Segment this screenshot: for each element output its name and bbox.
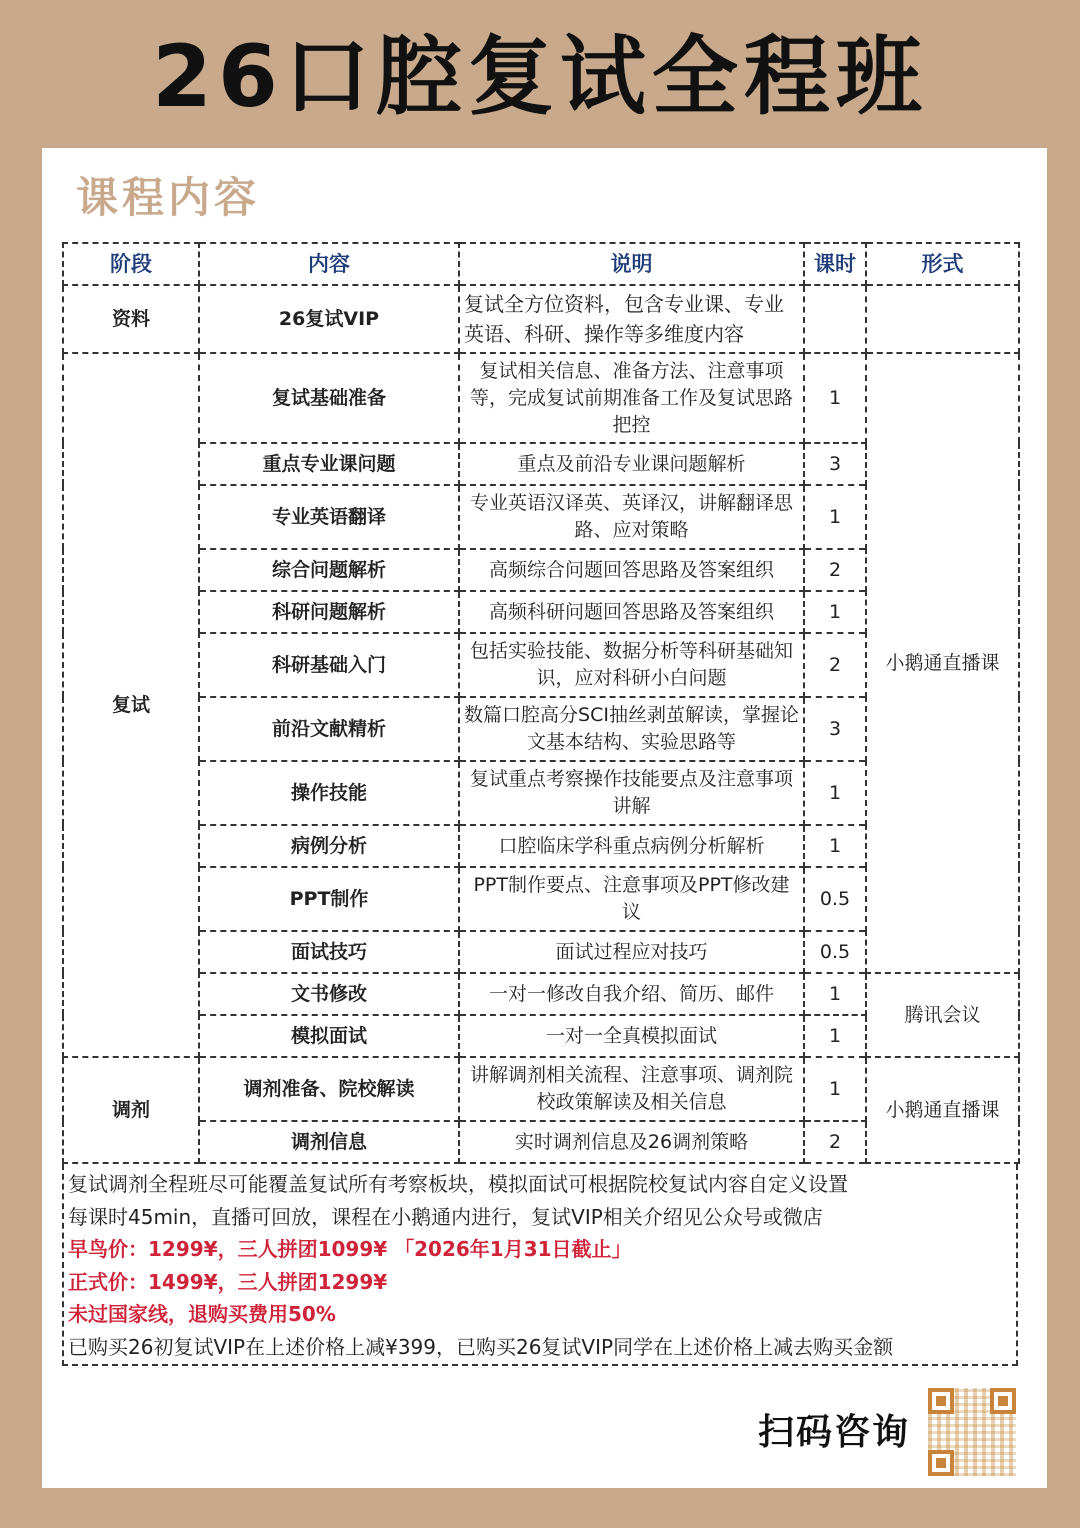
stage-cell: 调剂	[63, 1057, 199, 1163]
header-form: 形式	[866, 243, 1019, 285]
content-cell: 文书修改	[199, 973, 459, 1015]
course-table	[62, 242, 1020, 1164]
header-hours: 课时	[804, 243, 866, 285]
table-header-row	[63, 243, 1019, 285]
hours-cell: 3	[804, 697, 866, 761]
scan-consult-label: 扫码咨询	[758, 1412, 911, 1453]
content-cell: 操作技能	[199, 761, 459, 825]
content-cell: 前沿文献精析	[199, 697, 459, 761]
desc-cell: 高频综合问题回答思路及答案组织	[459, 549, 804, 591]
hours-cell: 3	[804, 443, 866, 485]
notes-box	[62, 1164, 1018, 1366]
hours-cell: 1	[804, 591, 866, 633]
content-cell: 面试技巧	[199, 931, 459, 973]
content-cell: 病例分析	[199, 825, 459, 867]
desc-cell: 口腔临床学科重点病例分析解析	[459, 825, 804, 867]
form-cell: 小鹅通直播课	[866, 1057, 1019, 1163]
table-row	[63, 1057, 1019, 1121]
note-early-price: 早鸟价：1299¥，三人拼团1099¥ 「2026年1月31日截止」	[68, 1237, 632, 1261]
note-coverage: 复试调剂全程班尽可能覆盖复试所有考察板块，模拟面试可根据院校复试内容自定义设置	[68, 1172, 848, 1196]
section-title: 课程内容	[76, 173, 261, 222]
desc-cell: 复试相关信息、准备方法、注意事项等，完成复试前期准备工作及复试思路把控	[459, 353, 804, 443]
content-cell: 重点专业课问题	[199, 443, 459, 485]
hours-cell	[804, 285, 866, 353]
form-cell	[866, 285, 1019, 353]
hours-cell: 2	[804, 633, 866, 697]
content-cell: PPT制作	[199, 867, 459, 931]
hours-cell: 1	[804, 1015, 866, 1057]
hours-cell: 1	[804, 761, 866, 825]
desc-cell: 一对一全真模拟面试	[459, 1015, 804, 1057]
content-cell: 调剂准备、院校解读	[199, 1057, 459, 1121]
hours-cell: 1	[804, 485, 866, 549]
desc-cell: 面试过程应对技巧	[459, 931, 804, 973]
hours-cell: 2	[804, 549, 866, 591]
hours-cell: 0.5	[804, 867, 866, 931]
desc-cell: 高频科研问题回答思路及答案组织	[459, 591, 804, 633]
form-cell: 小鹅通直播课	[866, 353, 1019, 973]
content-cell: 26复试VIP	[199, 285, 459, 353]
form-cell: 腾讯会议	[866, 973, 1019, 1057]
hours-cell: 1	[804, 973, 866, 1015]
header-stage: 阶段	[63, 243, 199, 285]
table-row	[63, 353, 1019, 443]
note-regular-price: 正式价：1499¥，三人拼团1299¥	[68, 1269, 388, 1294]
hours-cell: 1	[804, 825, 866, 867]
hours-cell: 0.5	[804, 931, 866, 973]
header-desc: 说明	[459, 243, 804, 285]
stage-cell: 资料	[63, 285, 199, 353]
desc-cell: 一对一修改自我介绍、简历、邮件	[459, 973, 804, 1015]
note-refund: 未过国家线，退购买费用50%	[68, 1302, 336, 1326]
desc-cell: 讲解调剂相关流程、注意事项、调剂院校政策解读及相关信息	[459, 1057, 804, 1121]
content-cell: 科研基础入门	[199, 633, 459, 697]
hours-cell: 2	[804, 1121, 866, 1163]
content-cell: 复试基础准备	[199, 353, 459, 443]
qr-finder-icon	[928, 1450, 954, 1476]
qr-code-icon[interactable]	[928, 1388, 1016, 1476]
desc-cell: 包括实验技能、数据分析等科研基础知识，应对科研小白问题	[459, 633, 804, 697]
content-cell: 综合问题解析	[199, 549, 459, 591]
qr-finder-icon	[990, 1388, 1016, 1414]
header-content: 内容	[199, 243, 459, 285]
desc-cell: 实时调剂信息及26调剂策略	[459, 1121, 804, 1163]
content-cell: 调剂信息	[199, 1121, 459, 1163]
table-row	[63, 285, 1019, 353]
desc-cell: PPT制作要点、注意事项及PPT修改建议	[459, 867, 804, 931]
desc-cell: 数篇口腔高分SCI抽丝剥茧解读，掌握论文基本结构、实验思路等	[459, 697, 804, 761]
desc-cell: 专业英语汉译英、英译汉，讲解翻译思路、应对策略	[459, 485, 804, 549]
main-title: 26口腔复试全程班	[152, 27, 928, 127]
note-duration: 每课时45min，直播可回放，课程在小鹅通内进行，复试VIP相关介绍见公众号或微店	[68, 1204, 823, 1229]
hours-cell: 1	[804, 353, 866, 443]
content-cell: 模拟面试	[199, 1015, 459, 1057]
content-cell: 科研问题解析	[199, 591, 459, 633]
course-card	[42, 148, 1047, 1488]
note-discount: 已购买26初复试VIP在上述价格上减¥399，已购买26复试VIP同学在上述价格上减去购买金额	[68, 1334, 894, 1359]
desc-cell: 复试重点考察操作技能要点及注意事项讲解	[459, 761, 804, 825]
table-row	[63, 973, 1019, 1015]
stage-cell: 复试	[63, 353, 199, 1057]
qr-finder-icon	[928, 1388, 954, 1414]
content-cell: 专业英语翻译	[199, 485, 459, 549]
desc-cell: 复试全方位资料，包含专业课、专业英语、科研、操作等多维度内容	[459, 285, 804, 353]
hours-cell: 1	[804, 1057, 866, 1121]
desc-cell: 重点及前沿专业课问题解析	[459, 443, 804, 485]
